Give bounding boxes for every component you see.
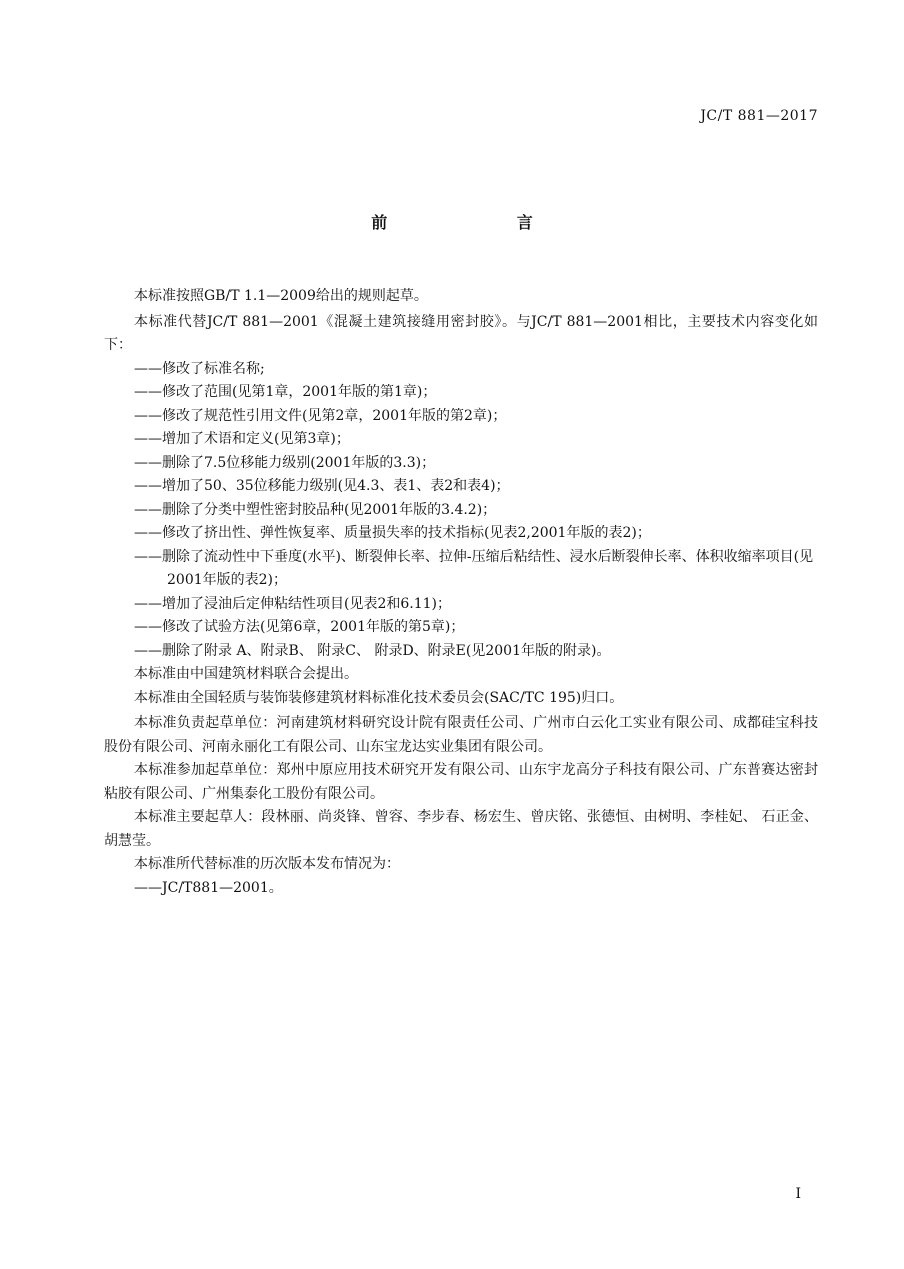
list-item: ——修改了规范性引用文件(见第2章，2001年版的第2章)； xyxy=(134,407,507,424)
foreword-body xyxy=(104,285,818,900)
paragraph-drafting-rules: 本标准按照GB/T 1.1—2009给出的规则起草。 xyxy=(134,288,428,304)
list-item: ——修改了范围(见第1章，2001年版的第1章)； xyxy=(134,384,437,400)
list-item: ——修改了标准名称; xyxy=(134,360,265,377)
changes-list xyxy=(104,358,818,664)
paragraph-proposer: 本标准由中国建筑材料联合会提出。 xyxy=(134,666,358,682)
paragraph-main-drafters: 本标准主要起草人：段林丽、尚炎锋、曾容、李步春、杨宏生、曾庆铭、张德恒、由树明、李桂妃、 石正金、胡慧莹。 xyxy=(104,809,818,849)
list-item: ——修改了试验方法(见第6章，2001年版的第5章)； xyxy=(134,619,465,635)
standard-code: JC/T 881—2017 xyxy=(700,108,818,124)
paragraph-committee: 本标准由全国轻质与装饰装修建筑材料标准化技术委员会(SAC/TC 195)归口。 xyxy=(134,689,624,706)
page-number: I xyxy=(795,1186,801,1202)
list-item: ——删除了附录 A、附录B、 附录C、 附录D、附录E(见2001年版的附录)。 xyxy=(134,642,611,659)
list-item: ——修改了挤出性、弹性恢复率、质量损失率的技术指标(见表2,2001年版的表2)； xyxy=(134,525,651,541)
paragraph-participating-drafters: 本标准参加起草单位：郑州中原应用技术研究开发有限公司、山东宇龙高分子科技有限公司、广东普赛达密封粘胶有限公司、广州集泰化工股份有限公司。 xyxy=(104,762,818,802)
list-item: ——删除了分类中塑性密封胶品种(见2001年版的3.4.2)； xyxy=(134,501,497,518)
list-item: ——增加了浸油后定伸粘结性项目(见表2和6.11)； xyxy=(134,595,452,612)
list-item: ——删除了7.5位移能力级别(2001年版的3.3)； xyxy=(134,454,436,471)
list-item: ——JC/T881—2001。 xyxy=(134,879,283,896)
paragraph-replacement: 本标准代替JC/T 881—2001《混凝土建筑接缝用密封胶》。与JC/T 881—2001相比，主要技术内容变化如下： xyxy=(104,313,818,353)
list-item: ——增加了术语和定义(见第3章)； xyxy=(134,431,350,447)
page-title: 前 言 xyxy=(371,213,595,232)
list-item: ——删除了流动性中下垂度(水平)、断裂伸长率、拉伸-压缩后粘结性、浸水后断裂伸长率、体积收缩率项目(见2001年版的表2)； xyxy=(134,548,814,588)
paragraph-history-intro: 本标准所代替标准的历次版本发布情况为： xyxy=(134,856,400,872)
list-item: ——增加了50、35位移能力级别(见4.3、表1、表2和表4)； xyxy=(134,478,510,494)
paragraph-lead-drafters: 本标准负责起草单位：河南建筑材料研究设计院有限责任公司、广州市白云化工实业有限公司、成都硅宝科技股份有限公司、河南永丽化工有限公司、山东宝龙达实业集团有限公司。 xyxy=(104,715,818,755)
